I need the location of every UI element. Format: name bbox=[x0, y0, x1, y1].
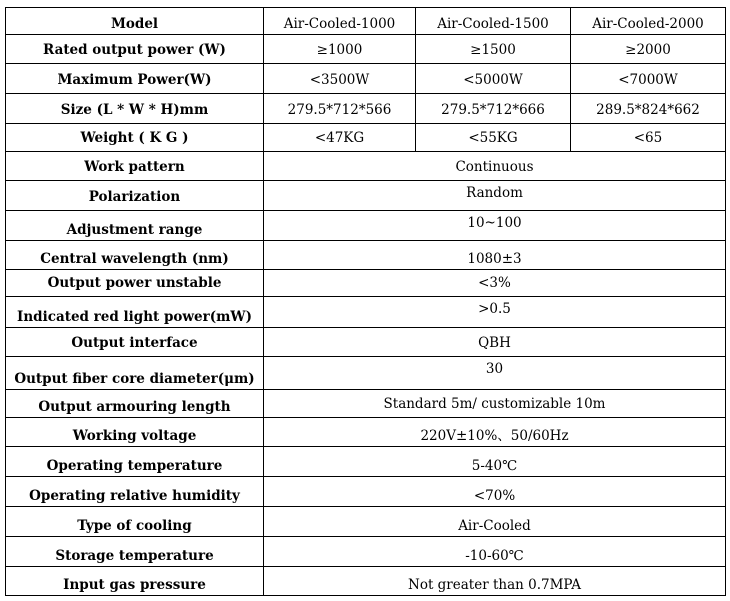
row-value: <5000W bbox=[416, 64, 571, 94]
header-model-cell: Air-Cooled-2000 bbox=[571, 8, 726, 35]
row-label: Size (L * W * H)mm bbox=[6, 94, 264, 124]
table-row bbox=[6, 152, 726, 181]
row-value: ≥1500 bbox=[416, 35, 571, 64]
row-label: Polarization bbox=[6, 181, 264, 211]
row-value: <3% bbox=[264, 270, 726, 297]
row-value: Not greater than 0.7MPA bbox=[264, 567, 726, 596]
row-label: Operating temperature bbox=[6, 447, 264, 477]
row-label: Input gas pressure bbox=[6, 567, 264, 596]
row-value: <3500W bbox=[264, 64, 416, 94]
row-value: <55KG bbox=[416, 124, 571, 152]
row-value: 279.5*712*666 bbox=[416, 94, 571, 124]
row-label: Output fiber core diameter(μm) bbox=[6, 357, 264, 390]
row-label: Operating relative humidity bbox=[6, 477, 264, 507]
table-row bbox=[6, 64, 726, 94]
table-row bbox=[6, 181, 726, 211]
table-row bbox=[6, 328, 726, 357]
table-row bbox=[6, 211, 726, 241]
table-row bbox=[6, 94, 726, 124]
row-value: Standard 5m/ customizable 10m bbox=[264, 390, 726, 418]
row-label: Maximum Power(W) bbox=[6, 64, 264, 94]
row-value: Air-Cooled bbox=[264, 507, 726, 537]
row-value: 289.5*824*662 bbox=[571, 94, 726, 124]
table-row bbox=[6, 390, 726, 418]
row-label: Storage temperature bbox=[6, 537, 264, 567]
table-row bbox=[6, 357, 726, 390]
row-value: -10-60℃ bbox=[264, 537, 726, 567]
table-row bbox=[6, 477, 726, 507]
row-value: 10~100 bbox=[264, 211, 726, 241]
row-label: Rated output power (W) bbox=[6, 35, 264, 64]
row-label: Indicated red light power(mW) bbox=[6, 297, 264, 328]
row-value: ≥2000 bbox=[571, 35, 726, 64]
table-row bbox=[6, 297, 726, 328]
table-row bbox=[6, 35, 726, 64]
row-value: 1080±3 bbox=[264, 241, 726, 270]
row-label: Type of cooling bbox=[6, 507, 264, 537]
table-row bbox=[6, 537, 726, 567]
row-value: Random bbox=[264, 181, 726, 211]
row-label: Central wavelength (nm) bbox=[6, 241, 264, 270]
row-label: Weight ( K G ) bbox=[6, 124, 264, 152]
spec-table bbox=[5, 7, 726, 596]
table-row bbox=[6, 270, 726, 297]
row-value: 5-40℃ bbox=[264, 447, 726, 477]
table-row bbox=[6, 241, 726, 270]
row-label: Output interface bbox=[6, 328, 264, 357]
header-model-cell: Air-Cooled-1500 bbox=[416, 8, 571, 35]
table-row bbox=[6, 124, 726, 152]
row-value: 30 bbox=[264, 357, 726, 390]
table-row-header bbox=[6, 8, 726, 35]
row-label: Output armouring length bbox=[6, 390, 264, 418]
table-row bbox=[6, 507, 726, 537]
row-value: <70% bbox=[264, 477, 726, 507]
header-model-cell: Air-Cooled-1000 bbox=[264, 8, 416, 35]
row-value: <47KG bbox=[264, 124, 416, 152]
table-row bbox=[6, 447, 726, 477]
row-value: 279.5*712*566 bbox=[264, 94, 416, 124]
row-label: Output power unstable bbox=[6, 270, 264, 297]
row-value: <65 bbox=[571, 124, 726, 152]
row-value: 220V±10%、50/60Hz bbox=[264, 418, 726, 447]
table-row bbox=[6, 567, 726, 596]
row-label: Working voltage bbox=[6, 418, 264, 447]
table-row bbox=[6, 418, 726, 447]
header-label-cell: Model bbox=[6, 8, 264, 35]
row-label: Adjustment range bbox=[6, 211, 264, 241]
row-value: <7000W bbox=[571, 64, 726, 94]
row-value: >0.5 bbox=[264, 297, 726, 328]
row-value: QBH bbox=[264, 328, 726, 357]
row-value: Continuous bbox=[264, 152, 726, 181]
row-label: Work pattern bbox=[6, 152, 264, 181]
row-value: ≥1000 bbox=[264, 35, 416, 64]
